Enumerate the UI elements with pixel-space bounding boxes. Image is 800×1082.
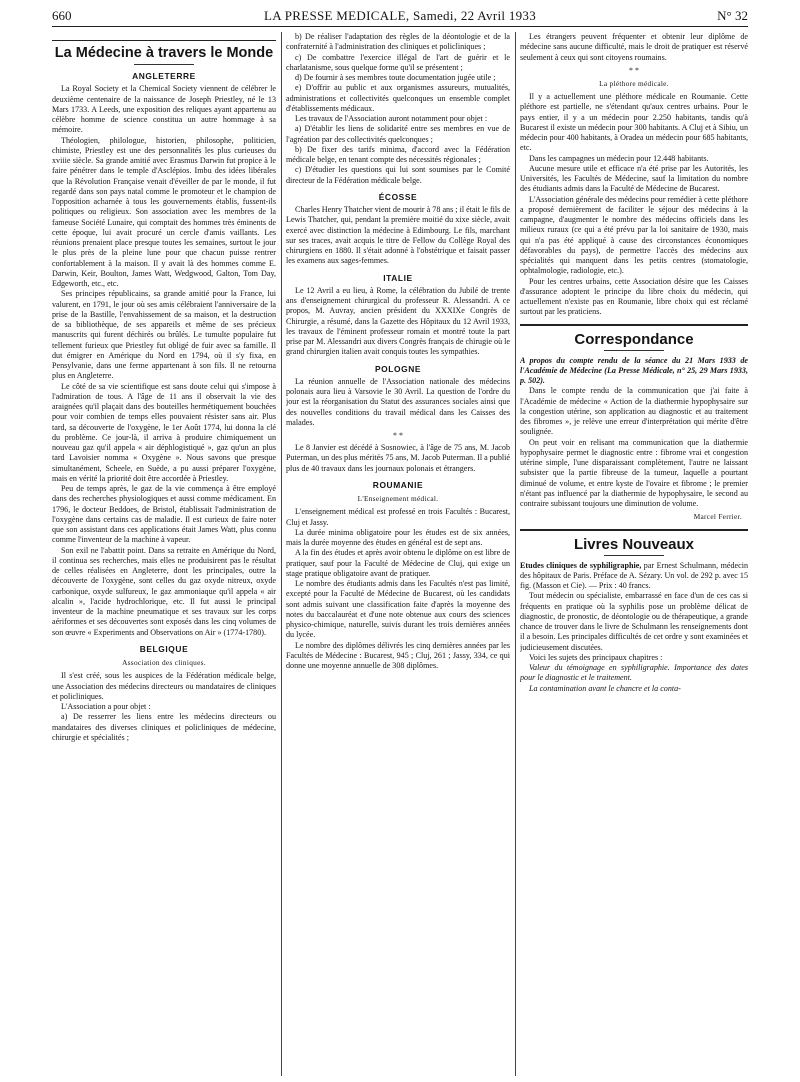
issue-number: N° 32: [717, 8, 748, 23]
section-title-medicine: La Médecine à travers le Monde: [52, 40, 276, 61]
column-rule: [515, 32, 516, 1076]
paragraph: La durée minima obligatoire pour les études est de six années, mais la durée moyenne des études en général est de sept ans.: [286, 527, 510, 547]
paragraph: La contamination avant le chancre et la conta-: [529, 683, 681, 693]
book-meta: par Ernest Schulmann, médecin des hôpitaux de Paris. Préface de A. Sézary. Un vol. de 292 p. avec 15 fig. (Masson et Cie). — Prix : 40 francs.: [520, 560, 748, 590]
paragraph: Dans les campagnes un médecin pour 12.448 habitants.: [529, 153, 709, 163]
correspondance-subject: A propos du compte rendu de la séance du 21 Mars 1933 de l'Académie de Médecine (La Presse Médicale, n° 25, 29 Mars 1933, p. 502).: [520, 355, 748, 385]
title-divider: [604, 350, 664, 351]
paragraph: c) D'étudier les questions qui lui sont soumises par le Comité directeur de la Fédération médicale belge.: [286, 165, 510, 185]
paragraph: Dans le compte rendu de la communication que j'ai faite à l'Académie de médecine « Action de la diathermie hypophysaire sur la congestion utérine, son application au diagnostic et au traitement des fibromes », je relève une erreur d'interprétation qui mérite d'être soulignée.: [520, 386, 748, 437]
subheading-plethore: La pléthore médicale.: [599, 78, 669, 88]
paragraph: Valeur du témoignage en syphiligraphie. Importance des dates pour le diagnostic et le traitement.: [520, 663, 748, 683]
paragraph: Peu de temps après, le gaz de la vie commença à être employé dans des recherches physiologiques et aussi comme médicament. En 1796, le docteur Beddoes, de Bristol, établissait l'administration de l'oxygène dans certains cas de maladie. Il est curieux de faire noter que son assistant dans ces applications était James Watt, plus connu comme l'inventeur de la machine à vapeur.: [52, 484, 276, 545]
paragraph: Les travaux de l'Association auront notamment pour objet :: [295, 114, 488, 123]
title-divider: [134, 64, 194, 65]
heading-pologne: POLOGNE: [374, 363, 422, 374]
paragraph: Théologien, philologue, historien, philosophe, politicien, chimiste, Priestley est une des personnalités les plus curieuses du xviiie siècle. Sa grande amitié avec Erasmus Darwin fut propice à le faire pénétrer dans le temple d'Asclépios. Imbu des idées libérales que la Révolution Française venait d'éveiller de par le monde, il fut regardé dans son pays natal comme le promoteur et le champion de l'opposition acharnée à tous les gouvernements établis, fussent-ils politiques ou religieux. Son association avec les membres de la fameuse Société Lunaire, qui comptait des hommes très éminents de cette époque, lui avait procuré un cercle d'amis vaillants. Les réunions prenaient place presque toutes les semaines, surtout le jour le plus près de la pleine lune pour que chacun puisse rentrer confortablement à la maison. Il y avait là des hommes comme E. Darwin, Keir, Boulton, James Watt, Wedgwood, Galton, Tom Day, Edgeworth, etc., etc.: [52, 135, 276, 288]
paragraph: Pour les centres urbains, cette Association désire que les Caisses d'assurance adoptent le principe du libre choix du médecin, qui actuellement n'existe pas en Roumanie, libre choix qui est réclamé surtout par les praticiens.: [520, 276, 748, 317]
paragraph: a) D'établir les liens de solidarité entre ses membres en vue de l'agréation par des collectivités quelconques ;: [286, 124, 510, 144]
paragraph: Le nombre des diplômes délivrés les cinq dernières années par les Facultés de Médecine : Bucarest, 945 ; Cluj, 261 ; Jassy, 334, ce qui donne une moyenne annuelle de 308 diplômes.: [286, 640, 510, 670]
paragraph: Tout médecin ou spécialiste, embarrassé en face d'un de ces cas si fréquents en pratique où la syphilis pose un problème délicat de diagnostic, de pronostic, de déontologie ou de thérapeutique, a grande chance de trouver dans le livre de Schulmann les renseignements dont il a besoin. Les principales difficultés de cet ordre y sont examinées et judicieusement discutées.: [520, 591, 748, 652]
column-rule: [281, 32, 282, 1076]
paragraph: On peut voir en relisant ma communication que la diathermie hypophysaire permet le diagnostic entre : fibrome vrai et congestion utérine simple, l'une disparaissant complètement, l'autre ne laissant subsister que la partie fibreuse de la tumeur, laquelle a pourtant diminué de volume, et entre kyste de l'ovaire et fibrome ; le premier n'étant pas influencé par la diathermie de hypophysaire, le second au contraire subissant toujours une diminution de volume.: [520, 437, 748, 508]
subheading-enseignement: L'Enseignement médical.: [357, 494, 439, 503]
separator-stars: * *: [393, 431, 403, 440]
column-3: [520, 32, 748, 1076]
heading-italie: ITALIE: [383, 272, 413, 283]
paragraph: A la fin des études et après avoir obtenu le diplôme on est libre de pratiquer, sauf pour la Faculté de Médecine de Cluj, qui exige un stage pratique obligatoire avant de pratiquer.: [286, 548, 510, 578]
paragraph: Le côté de sa vie scientifique est sans doute celui qui s'impose à l'admiration de tous. A l'âge de 11 ans il observait la vie des araignées qu'il plaçait dans des bouteilles hermétiquement bouchées pour voir combien de temps elles pouvaient résister sans air. Plus tard, sa découverte de l'oxygène, le 1er Août 1774, lui donna la clé du problème. Ce jour-là, il arriva à produire chimiquement un nouveau gaz qu'il appela « air déphlogistiqué », gaz qu'un an plus tard Lavoisier nomma « Oxygène ». Nous savons que presque simultanément, Scheele, en Suède, a pu aussi préparer l'oxygène, mais en vérité la priorité doit être accordée à Priestley.: [52, 381, 276, 483]
heading-roumanie: ROUMANIE: [372, 479, 424, 490]
paragraph: c) De combattre l'exercice illégal de l'art de guérir et le charlatanisme, sous quelque forme qu'il se présentent ;: [286, 52, 510, 72]
article-columns: [52, 32, 748, 1076]
separator-stars: * *: [629, 65, 639, 75]
paragraph: Le nombre des étudiants admis dans les Facultés n'est pas limité, excepté pour la Faculté de Médecine de Bucarest, où les candidats sont admis suivant une classification faite d'après la moyenne des notes du baccalauréat et d'une note obtenue aux cours des sciences physico-chimique, naturelle, suivis durant les trois dernières années du lycée.: [286, 579, 510, 640]
title-divider: [604, 555, 664, 556]
paragraph: Le 8 Janvier est décédé à Sosnowiec, à l'âge de 75 ans, M. Jacob Puterman, un des plus mérités 75 ans, M. Jacob Puterman. Il a publié plus de 40 travaux dans les journaux polonais et étrangers.: [286, 443, 510, 473]
book-entry: [520, 561, 748, 592]
paragraph: Les étrangers peuvent fréquenter et obtenir leur diplôme de médecine sans aucune difficulté, mais le droit de pratiquer est réservé seulement à ceux qui sont citoyens roumains.: [520, 32, 748, 62]
heading-ecosse: ÉCOSSE: [378, 191, 418, 202]
paragraph: Voici les sujets des principaux chapitres :: [529, 652, 663, 662]
paragraph: Son exil ne l'abattit point. Dans sa retraite en Amérique du Nord, il continua ses recherches, mais elles ne produisirent pas le résultat de celles réalisées en Angleterre, dont les principales, outre la découverte de l'oxygène, sont celles du gaz oxyde nitreux, oxyde carbonique, oxyde sulfureux, le gaz ammoniaque qu'il appela « air alcalin », l'acide hydrochlorique, etc. Il fut aussi le principal inventeur de la machine pneumatique et ses travaux sur les corps aériformes et ses découvertes sont exposés dans les cinq volumes de son œuvre « Experiments and Observations on Air » (1774-1780).: [52, 545, 276, 637]
section-title-correspondance: Correspondance: [520, 324, 748, 348]
signature: Marcel Ferrier.: [693, 512, 742, 522]
paragraph: L'enseignement médical est professé en trois Facultés : Bucarest, Cluj et Jassy.: [286, 507, 510, 527]
paragraph: Aucune mesure utile et efficace n'a été prise par les Autorités, les Universités, les Facultés de Médecine, sauf la limitation du nombre des étudiants admis dans la Faculté de Médecine de Bucarest.: [520, 163, 748, 194]
running-title: LA PRESSE MEDICALE, Samedi, 22 Avril 1933: [263, 8, 537, 23]
section-title-livres: Livres Nouveaux: [520, 529, 748, 553]
paragraph: Il s'est créé, sous les auspices de la Fédération médicale belge, une Association des médecins directeurs ou mandataires de cliniques et policliniques.: [52, 671, 276, 701]
book-title: Etudes cliniques de syphiligraphie,: [520, 560, 642, 570]
paragraph: b) De réaliser l'adaptation des règles de la déontologie et de la confraternité à l'administration des cliniques et policliniques ;: [286, 32, 510, 52]
heading-belgique: BELGIQUE: [139, 643, 189, 654]
heading-angleterre: ANGLETERRE: [132, 71, 196, 81]
paragraph: Il y a actuellement une pléthore médicale en Roumanie. Cette pléthore est partielle, ne s'étendant qu'aux centres urbains. Pour le pays entier, il y a un médecin pour 2.250 habitants, tandis qu'à Bucarest il existe un médecin pour 300 habitants. A Cluj et à Sibiu, un médecin pour 400 habitants, à Oradea un médecin pour 685 habitants, etc.: [520, 92, 748, 153]
paragraph: Le 12 Avril a eu lieu, à Rome, la célébration du Jubilé de trente ans d'enseignement chirurgical du professeur R. Alessandri. A ce propos, M. Auvray, ancien président du XXXIXe Congrès de Chirurgie, a résumé, dans la Gazette des Hôpitaux du 12 Avril 1933, les travaux de l'éminent professeur romain et montré toute la part prise par M. Alessandri aux divers Congrès français de chirugie où le grand chirurgien italien avait conquis toutes les sympathies.: [286, 285, 510, 357]
paragraph: d) De fournir à ses membres toute documentation jugée utile ;: [295, 73, 496, 82]
paragraph: b) De fixer des tarifs minima, d'accord avec la Fédération médicale belge, en tenant compte des nécessités régionales ;: [286, 144, 510, 164]
paragraph: e) D'offrir au public et aux organismes assureurs, mutualités, administrations et collectivités quelconques un ensemble complet d'établissements médicaux.: [286, 83, 510, 113]
paragraph: L'Association générale des médecins pour remédier à cette pléthore a proposé dernièrement de faciliter le séjour des médecins à la campagne, d'augmenter le nombre des médecins officiels dans les milieux ruraux (ce qui a été prévu par la loi sanitaire de 1930, mais qui n'a pas été appliqué à cause des circonstances économiques défavorables du pays), de permettre l'accès des médecins aux spécialités qui manquent dans les petits centres (stomatologie, ophtalmologie, radiologie, etc.).: [520, 194, 748, 276]
paragraph: La réunion annuelle de l'Association nationale des médecins polonais aura lieu à Varsovie le 30 Avril. La question de l'ordre du jour est la réorganisation du Statut des assurances sociales ainsi que des nouvelles conditions du travail médical dans les Caisses des malades.: [286, 376, 510, 427]
paragraph: L'Association a pour objet :: [61, 702, 151, 711]
column-1: [52, 32, 276, 1076]
page-number: 660: [52, 8, 72, 23]
paragraph: La Royal Society et la Chemical Society viennent de célébrer le deuxième centenaire de la naissance de Joseph Priestley, né le 13 Mars 1733. A Leeds, une exposition des reliques ayant appartenu au célèbre homme de science constitua un autre hommage à sa mémoire.: [52, 84, 276, 135]
paragraph: a) De resserrer les liens entre les médecins directeurs ou mandataires des diverses cliniques et policliniques de médecine, chirurgie et spécialités ;: [52, 712, 276, 742]
paragraph: Charles Henry Thatcher vient de mourir à 78 ans ; il était le fils de Lewis Thatcher, qui, pendant la première moitié du xixe siècle, avait exercé avec distinction la médecine à Edimbourg. Le fils, marchant sur ses traces, avait acquis le titre de Fellow du Collège Royal des chirurgiens en 1880. Il s'était adonné à l'obstétrique et faisait passer les examens aux sages-femmes.: [286, 205, 510, 266]
column-2: [286, 32, 510, 1076]
subheading-associations: Association des cliniques.: [122, 658, 206, 667]
paragraph: Ses principes républicains, sa grande amitié pour la France, lui valurent, en 1791, le jour où ses amis célébraient l'anniversaire de la prise de la Bastille, l'envahissement de sa maison, et la destruction de sa bibliothèque, de ses appareils et même de ses précieux manuscrits qui furent déchirés ou brûlés. Le tumulte populaire fut tellement furieux que Priestley fut obligé de fuir avec sa famille. Il dut émigrer en Amérique du Nord en 1794, où il s'y fixa, en Pensylvanie, dans une ferme appartenant à son fils. Il ne retourna plus en Angleterre.: [52, 289, 276, 381]
running-header: [52, 4, 748, 27]
